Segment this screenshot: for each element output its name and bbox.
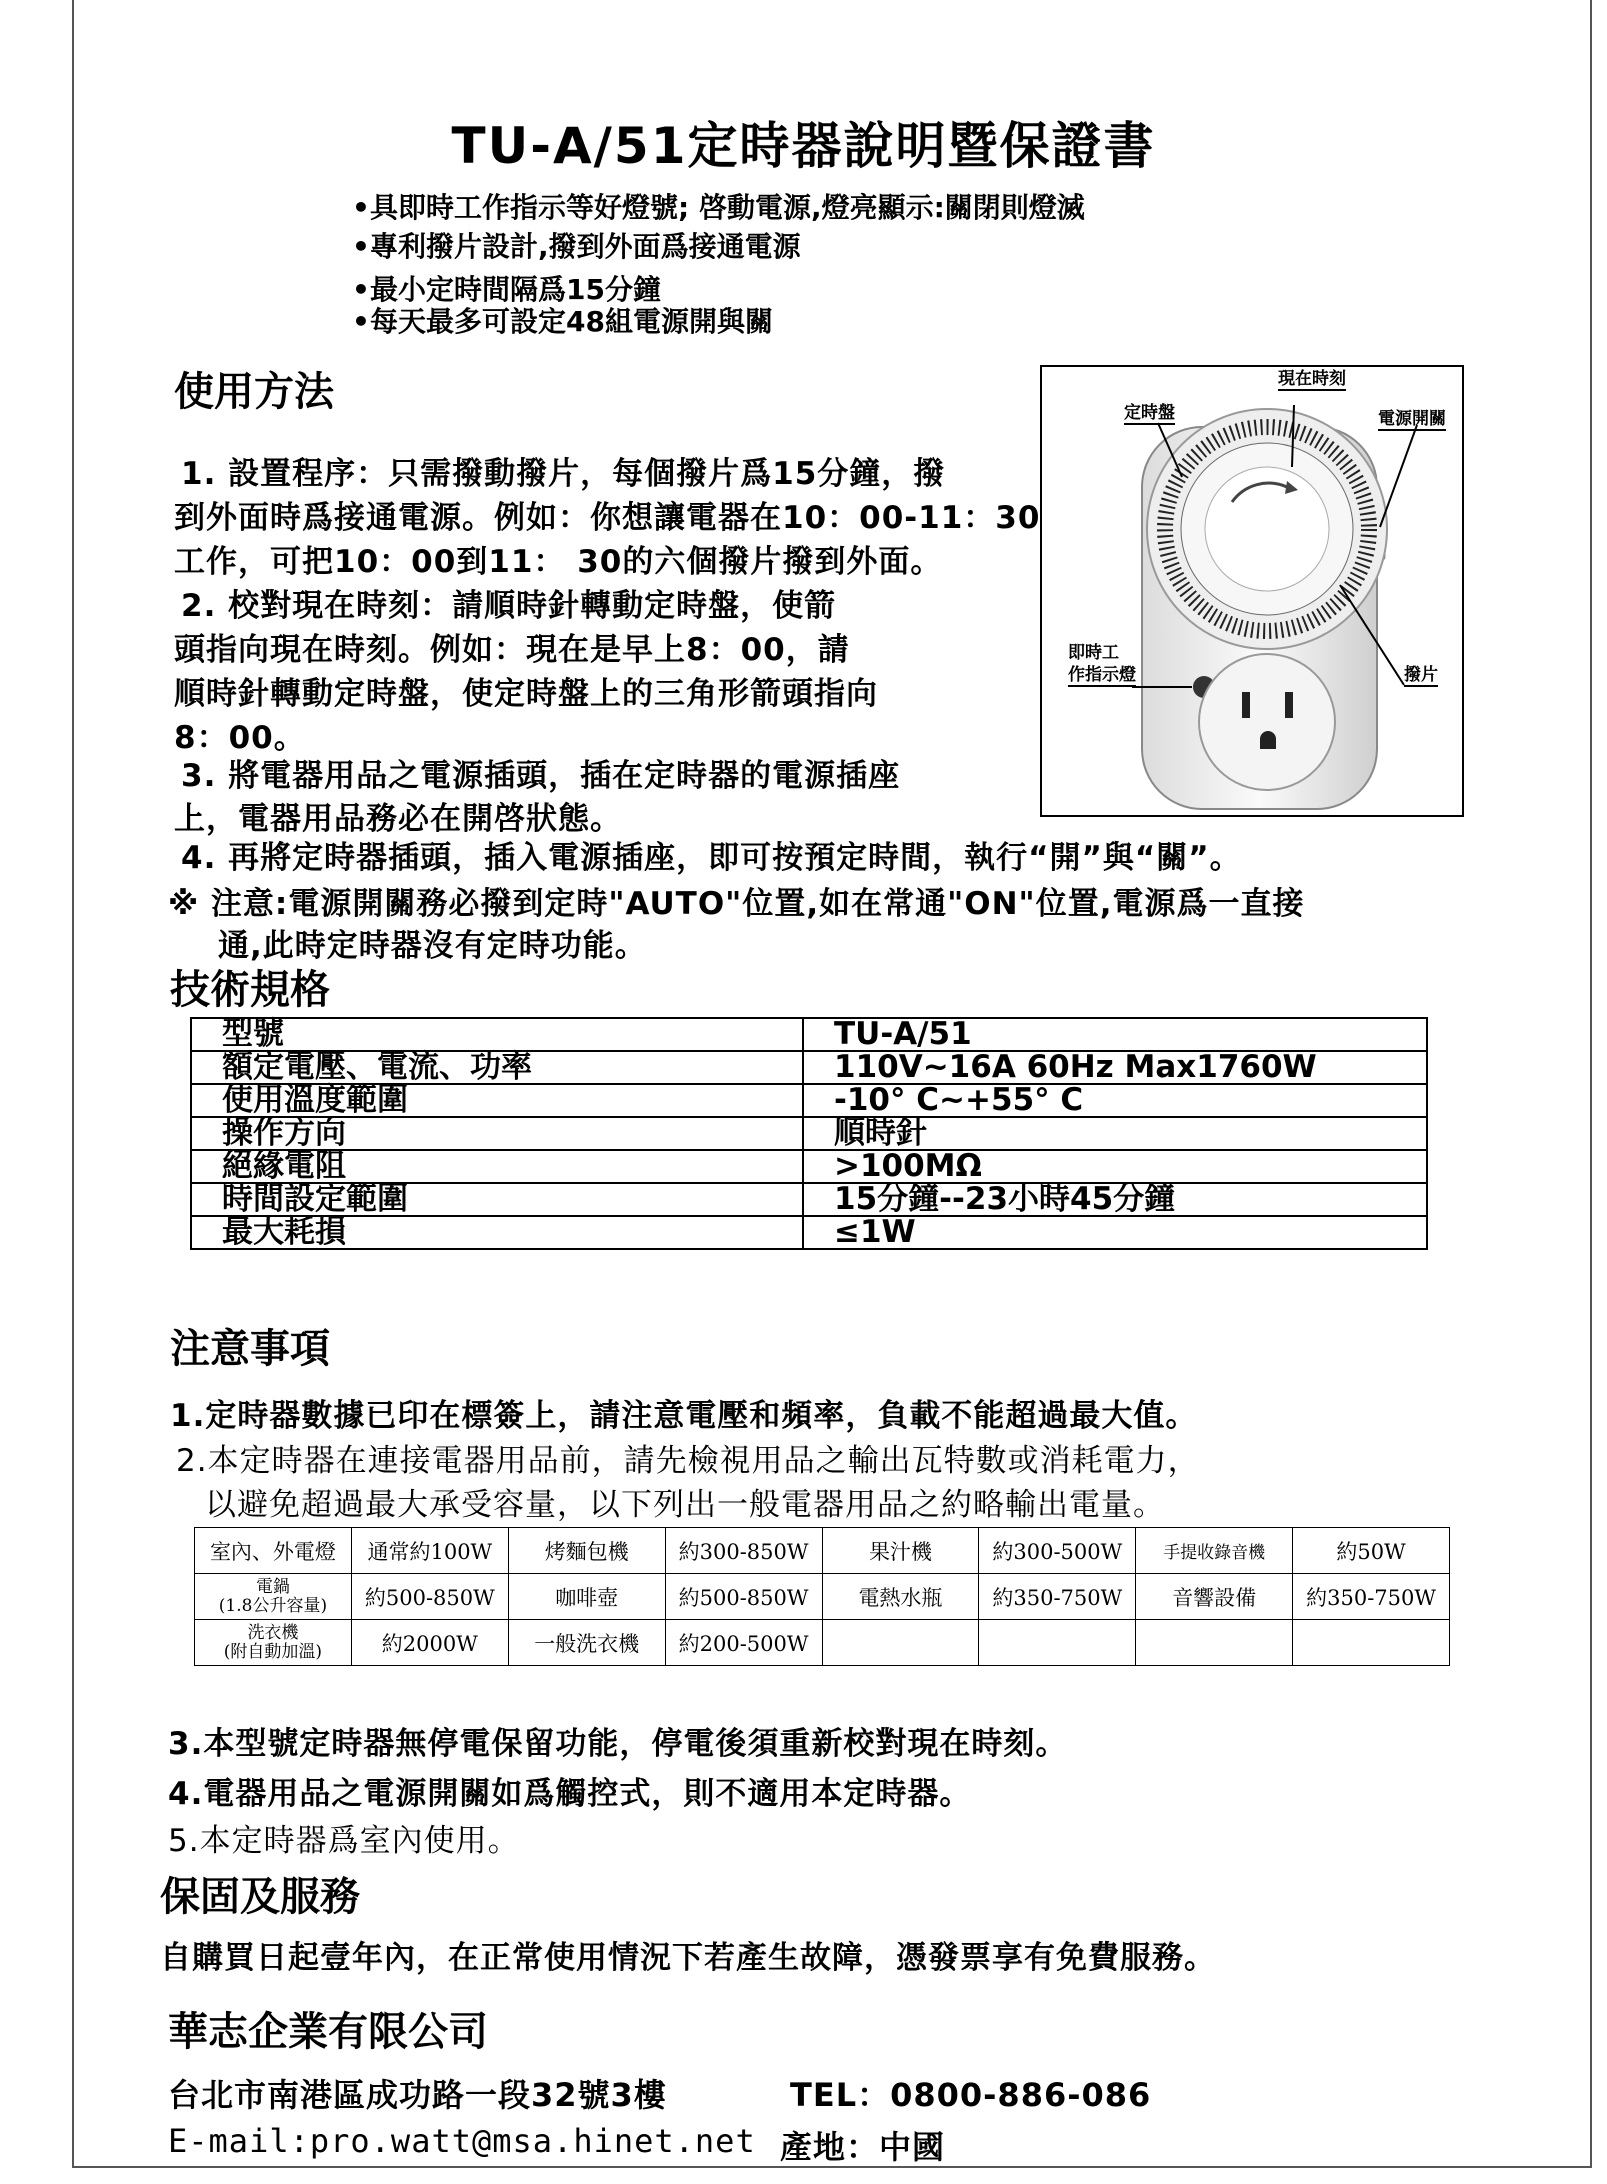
usage-line: 2. 校對現在時刻：請順時針轉動定時盤，使箭: [181, 588, 837, 624]
usage-note: ※ 注意:電源開關務必撥到定時"AUTO"位置,如在常通"ON"位置,電源爲一直接: [168, 886, 1305, 922]
table-row: [195, 1620, 1450, 1666]
wattage-cell: 約50W: [1293, 1528, 1450, 1574]
spec-value: -10° C~+55° C: [803, 1084, 1427, 1117]
usage-line: 到外面時爲接通電源。例如：你想讓電器在10：00-11：30: [174, 500, 1041, 536]
spec-value: ≤1W: [803, 1216, 1427, 1249]
usage-line: 順時針轉動定時盤，使定時盤上的三角形箭頭指向: [174, 676, 878, 712]
spec-label: 額定電壓、電流、功率: [191, 1051, 803, 1084]
usage-line: 3. 將電器用品之電源插頭，插在定時器的電源插座: [181, 758, 901, 794]
wattage-cell: 約350-750W: [979, 1574, 1136, 1620]
table-row: [195, 1574, 1450, 1620]
warranty-text: 自購買日起壹年內，在正常使用情況下若產生故障，憑發票享有免費服務。: [160, 1940, 1216, 1976]
table-row: [191, 1183, 1427, 1216]
appliance-cell: 洗衣機 (附自動加溫): [195, 1620, 352, 1666]
specs-table: [190, 1017, 1428, 1250]
table-row: [191, 1117, 1427, 1150]
wattage-cell: 通常約100W: [351, 1528, 508, 1574]
appliance-cell: 電熱水瓶: [822, 1574, 979, 1620]
wattage-cell: 約300-850W: [665, 1528, 822, 1574]
appliance-cell: [1136, 1620, 1293, 1666]
wattage-cell: 約500-850W: [351, 1574, 508, 1620]
warranty-heading: 保固及服務: [160, 1874, 360, 1920]
wattage-cell: 約500-850W: [665, 1574, 822, 1620]
note-2a: 2.本定時器在連接電器用品前，請先檢視用品之輸出瓦特數或消耗電力，: [176, 1443, 1200, 1479]
label-current-time: 現在時刻: [1278, 369, 1346, 389]
table-row: [191, 1051, 1427, 1084]
note-3: 3.本型號定時器無停電保留功能，停電後須重新校對現在時刻。: [168, 1726, 1068, 1762]
usage-line: 1. 設置程序：只需撥動撥片，每個撥片爲15分鐘，撥: [181, 456, 946, 492]
feature-item: •最小定時間隔爲15分鐘: [352, 273, 661, 306]
usage-line: 8：00。: [174, 720, 306, 756]
note-1: 1.定時器數據已印在標簽上，請注意電壓和頻率，負載不能超過最大值。: [170, 1398, 1198, 1434]
origin: 產地：中國: [780, 2128, 946, 2166]
label-dial: 定時盤: [1124, 403, 1175, 423]
company-email: E-mail:pro.watt@msa.hinet.net: [168, 2122, 756, 2160]
usage-line: 工作，可把10：00到11： 30的六個撥片撥到外面。: [174, 544, 943, 580]
timer-illustration: [1042, 367, 1462, 815]
appliance-cell: [822, 1620, 979, 1666]
feature-item: •具即時工作指示等好燈號; 啓動電源,燈亮顯示:關閉則燈滅: [352, 191, 1085, 224]
label-indicator-2: 作指示燈: [1068, 665, 1136, 685]
usage-note: 通,此時定時器沒有定時功能。: [218, 928, 647, 964]
appliance-cell: 咖啡壺: [508, 1574, 665, 1620]
table-row: [195, 1528, 1450, 1574]
feature-item: •每天最多可設定48組電源開與關: [352, 305, 773, 338]
table-row: [191, 1018, 1427, 1051]
wattage-cell: 約350-750W: [1293, 1574, 1450, 1620]
company-address: 台北市南港區成功路一段32號3樓: [168, 2076, 667, 2114]
product-figure: [1040, 365, 1464, 817]
company-tel: TEL：0800-886-086: [790, 2076, 1152, 2114]
label-indicator-1: 即時工: [1068, 643, 1119, 663]
note-4: 4.電器用品之電源開關如爲觸控式，則不適用本定時器。: [168, 1776, 972, 1812]
appliance-cell: 電鍋 (1.8公升容量): [195, 1574, 352, 1620]
label-pins: 撥片: [1404, 665, 1438, 685]
usage-heading: 使用方法: [174, 369, 334, 415]
socket-icon: [1199, 654, 1335, 790]
spec-value: 15分鐘--23小時45分鐘: [803, 1183, 1427, 1216]
wattage-cell: 約300-500W: [979, 1528, 1136, 1574]
usage-line: 4. 再將定時器插頭，插入電源插座，即可按預定時間，執行“開”與“關”。: [181, 840, 1242, 876]
table-row: [191, 1150, 1427, 1183]
notes-heading: 注意事項: [170, 1326, 330, 1372]
spec-value: 順時針: [803, 1117, 1427, 1150]
note-5: 5.本定時器爲室內使用。: [168, 1823, 520, 1859]
wattage-cell: 約2000W: [351, 1620, 508, 1666]
note-2b: 以避免超過最大承受容量，以下列出一般電器用品之約略輸出電量。: [205, 1487, 1165, 1523]
spec-label: 使用溫度範圍: [191, 1084, 803, 1117]
spec-label: 型號: [191, 1018, 803, 1051]
appliance-cell: 一般洗衣機: [508, 1620, 665, 1666]
spec-value: >100MΩ: [803, 1150, 1427, 1183]
appliance-cell: 室內、外電燈: [195, 1528, 352, 1574]
spec-value: TU-A/51: [803, 1018, 1427, 1051]
wattage-cell: [979, 1620, 1136, 1666]
appliance-cell: 果汁機: [822, 1528, 979, 1574]
usage-line: 頭指向現在時刻。例如：現在是早上8：00，請: [174, 632, 850, 668]
power-table: [194, 1527, 1450, 1666]
table-row: [191, 1216, 1427, 1249]
spec-label: 最大耗損: [191, 1216, 803, 1249]
document-title: TU-A/51定時器說明暨保證書: [451, 117, 1156, 175]
wattage-cell: 約200-500W: [665, 1620, 822, 1666]
spec-label: 操作方向: [191, 1117, 803, 1150]
appliance-cell: 手提收錄音機: [1136, 1528, 1293, 1574]
label-power-switch: 電源開關: [1378, 409, 1446, 429]
table-row: [191, 1084, 1427, 1117]
appliance-cell: 音響設備: [1136, 1574, 1293, 1620]
spec-value: 110V~16A 60Hz Max1760W: [803, 1051, 1427, 1084]
feature-item: •專利撥片設計,撥到外面爲接通電源: [352, 230, 801, 263]
appliance-cell: 烤麵包機: [508, 1528, 665, 1574]
usage-line: 上，電器用品務必在開啓狀態。: [174, 801, 622, 837]
spec-label: 絕緣電阻: [191, 1150, 803, 1183]
wattage-cell: [1293, 1620, 1450, 1666]
specs-heading: 技術規格: [170, 967, 330, 1013]
spec-label: 時間設定範圍: [191, 1183, 803, 1216]
company-name: 華志企業有限公司: [168, 2009, 488, 2055]
